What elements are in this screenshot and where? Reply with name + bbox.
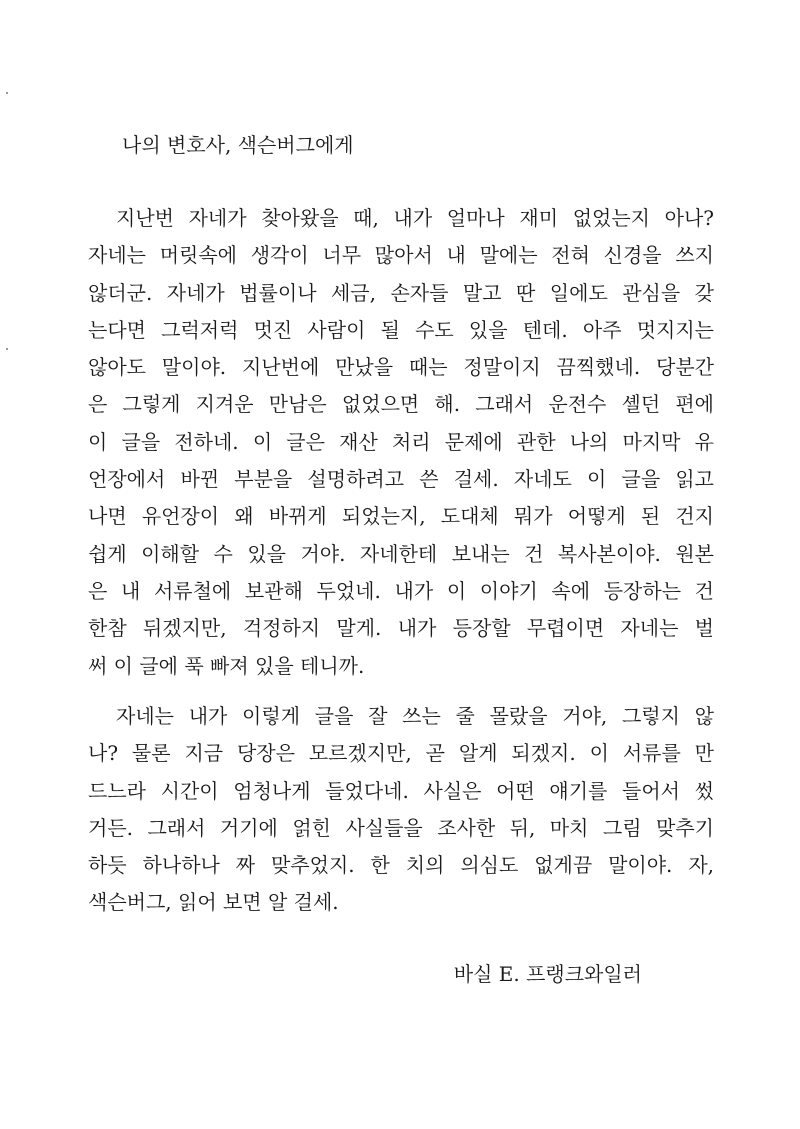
text-line: 은 내 서류철에 보관해 두었네. 내가 이 이야기 속에 등장하는 건: [88, 578, 714, 603]
margin-mark: [6, 348, 8, 350]
text-line: 은 그렇게 지겨운 만남은 없었으면 해. 그래서 운전수 셸던 편에: [88, 392, 714, 417]
text-line: 드느라 시간이 엄청나게 들었다네. 사실은 어떤 얘기를 들어서 썼: [88, 778, 714, 803]
letter-greeting: 나의 변호사, 색슨버그에게: [122, 133, 354, 157]
text-line: 언장에서 바뀐 부분을 설명하려고 쓴 걸세. 자네도 이 글을 읽고: [88, 467, 714, 492]
text-line: 나? 물론 지금 당장은 모르겠지만, 곧 알게 되겠지. 이 서류를 만: [88, 741, 714, 766]
letter-paragraph-2: [88, 698, 714, 922]
text-line: 않더군. 자네가 법률이나 세금, 손자들 말고 딴 일에도 관심을 갖: [88, 280, 714, 305]
text-line: 이 글을 전하네. 이 글은 재산 처리 문제에 관한 나의 마지막 유: [88, 429, 714, 454]
letter-signature: 바실 E. 프랭크와일러: [453, 962, 642, 986]
text-line: 색슨버그, 읽어 보면 알 걸세.: [88, 890, 339, 915]
text-line: 자네는 내가 이렇게 글을 잘 쓰는 줄 몰랐을 거야, 그렇지 않: [116, 704, 714, 728]
margin-mark: [6, 92, 8, 94]
text-line: 하듯 하나하나 짜 맞추었지. 한 치의 의심도 없게끔 말이야. 자,: [88, 853, 714, 878]
text-line: 쉽게 이해할 수 있을 거야. 자네한테 보내는 건 복사본이야. 원본: [88, 541, 714, 566]
text-line: 써 이 글에 푹 빠져 있을 테니까.: [88, 653, 365, 678]
text-line: 않아도 말이야. 지난번에 만났을 때는 정말이지 끔찍했네. 당분간: [88, 355, 714, 380]
letter-paragraph-1: [88, 200, 714, 685]
text-line: 지난번 자네가 찾아왔을 때, 내가 얼마나 재미 없었는지 아나?: [116, 206, 714, 230]
text-line: 한참 뒤겠지만, 걱정하지 말게. 내가 등장할 무렵이면 자네는 벌: [88, 616, 714, 641]
text-line: 나면 유언장이 왜 바뀌게 되었는지, 도대체 뭐가 어떻게 된 건지: [88, 504, 714, 529]
text-line: 거든. 그래서 거기에 얽힌 사실들을 조사한 뒤, 마치 그림 맞추기: [88, 815, 714, 840]
text-line: 자네는 머릿속에 생각이 너무 많아서 내 말에는 전혀 신경을 쓰지: [88, 243, 714, 268]
text-line: 는다면 그럭저럭 멋진 사람이 될 수도 있을 텐데. 아주 멋지지는: [88, 317, 714, 342]
